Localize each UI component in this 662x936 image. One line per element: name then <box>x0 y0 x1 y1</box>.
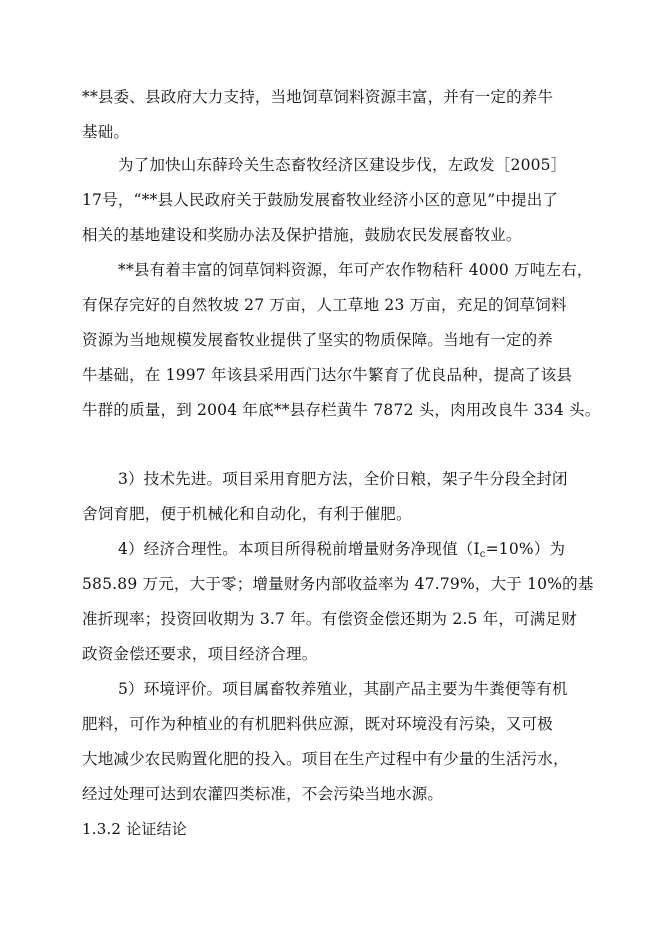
paragraph-technology-line-1: 3）技术先进。项目采用育肥方法，全价日粮，架子牛分段全封闭 <box>118 470 568 488</box>
paragraph-economics-line-3: 准折现率；投资回收期为 3.7 年。有偿资金偿还期为 2.5 年，可满足财 <box>82 610 577 628</box>
paragraph-technology-line-2: 舍饲育肥，便于机械化和自动化，有利于催肥。 <box>82 505 412 523</box>
paragraph-resources-line-4: 牛基础，在 1997 年该县采用西门达尔牛繁育了优良品种，提高了该县 <box>82 366 573 384</box>
paragraph-economics-line-1 <box>118 539 602 559</box>
paragraph-resources-line-5: 牛群的质量，到 2004 年底**县存栏黄牛 7872 头，肉用改良牛 334 头。 <box>82 401 601 419</box>
paragraph-resources-line-2: 有保存完好的自然牧坡 27 万亩，人工草地 23 万亩，充足的饲草饲料 <box>82 296 567 314</box>
economics-line-1-suffix: =10%）为 <box>485 540 566 558</box>
paragraph-policy-line-2: 17号，“**县人民政府关于鼓励发展畜牧业经济小区的意见”中提出了 <box>82 191 559 209</box>
economics-subscript-c: c <box>479 549 486 560</box>
paragraph-environment-line-4: 经过处理可达到农灌四类标准，不会污染当地水源。 <box>82 785 444 803</box>
section-heading: 1.3.2 论证结论 <box>82 820 187 838</box>
paragraph-economics-line-4: 政资金偿还要求，项目经济合理。 <box>82 645 318 663</box>
paragraph-policy-line-3: 相关的基地建设和奖励办法及保护措施，鼓励农民发展畜牧业。 <box>82 226 522 244</box>
paragraph-resources-line-3: 资源为当地规模发展畜牧业提供了坚实的物质保障。当地有一定的养 <box>82 331 554 349</box>
economics-line-1-prefix: 4）经济合理性。本项目所得税前增量财务净现值（I <box>118 540 480 558</box>
paragraph-environment-line-2: 肥料，可作为种植业的有机肥料供应源，既对环境没有污染，又可极 <box>82 715 554 733</box>
paragraph-support-line-1: **县委、县政府大力支持，当地饲草饲料资源丰富，并有一定的养牛 <box>82 88 554 106</box>
paragraph-economics-line-2: 585.89 万元，大于零；增量财务内部收益率为 47.79%，大于 10%的基 <box>82 575 594 593</box>
paragraph-policy-line-1: 为了加快山东薛玲关生态畜牧经济区建设步伐，左政发［2005］ <box>118 156 567 174</box>
paragraph-environment-line-3: 大地减少农民购置化肥的投入。项目在生产过程中有少量的生活污水， <box>82 750 569 768</box>
paragraph-support-line-2: 基础。 <box>82 123 130 141</box>
paragraph-environment-line-1: 5）环境评价。项目属畜牧养殖业，其副产品主要为牛粪便等有机 <box>118 680 568 698</box>
paragraph-resources-line-1: **县有着丰富的饲草饲料资源，年可产农作物秸秆 4000 万吨左右， <box>118 261 593 279</box>
